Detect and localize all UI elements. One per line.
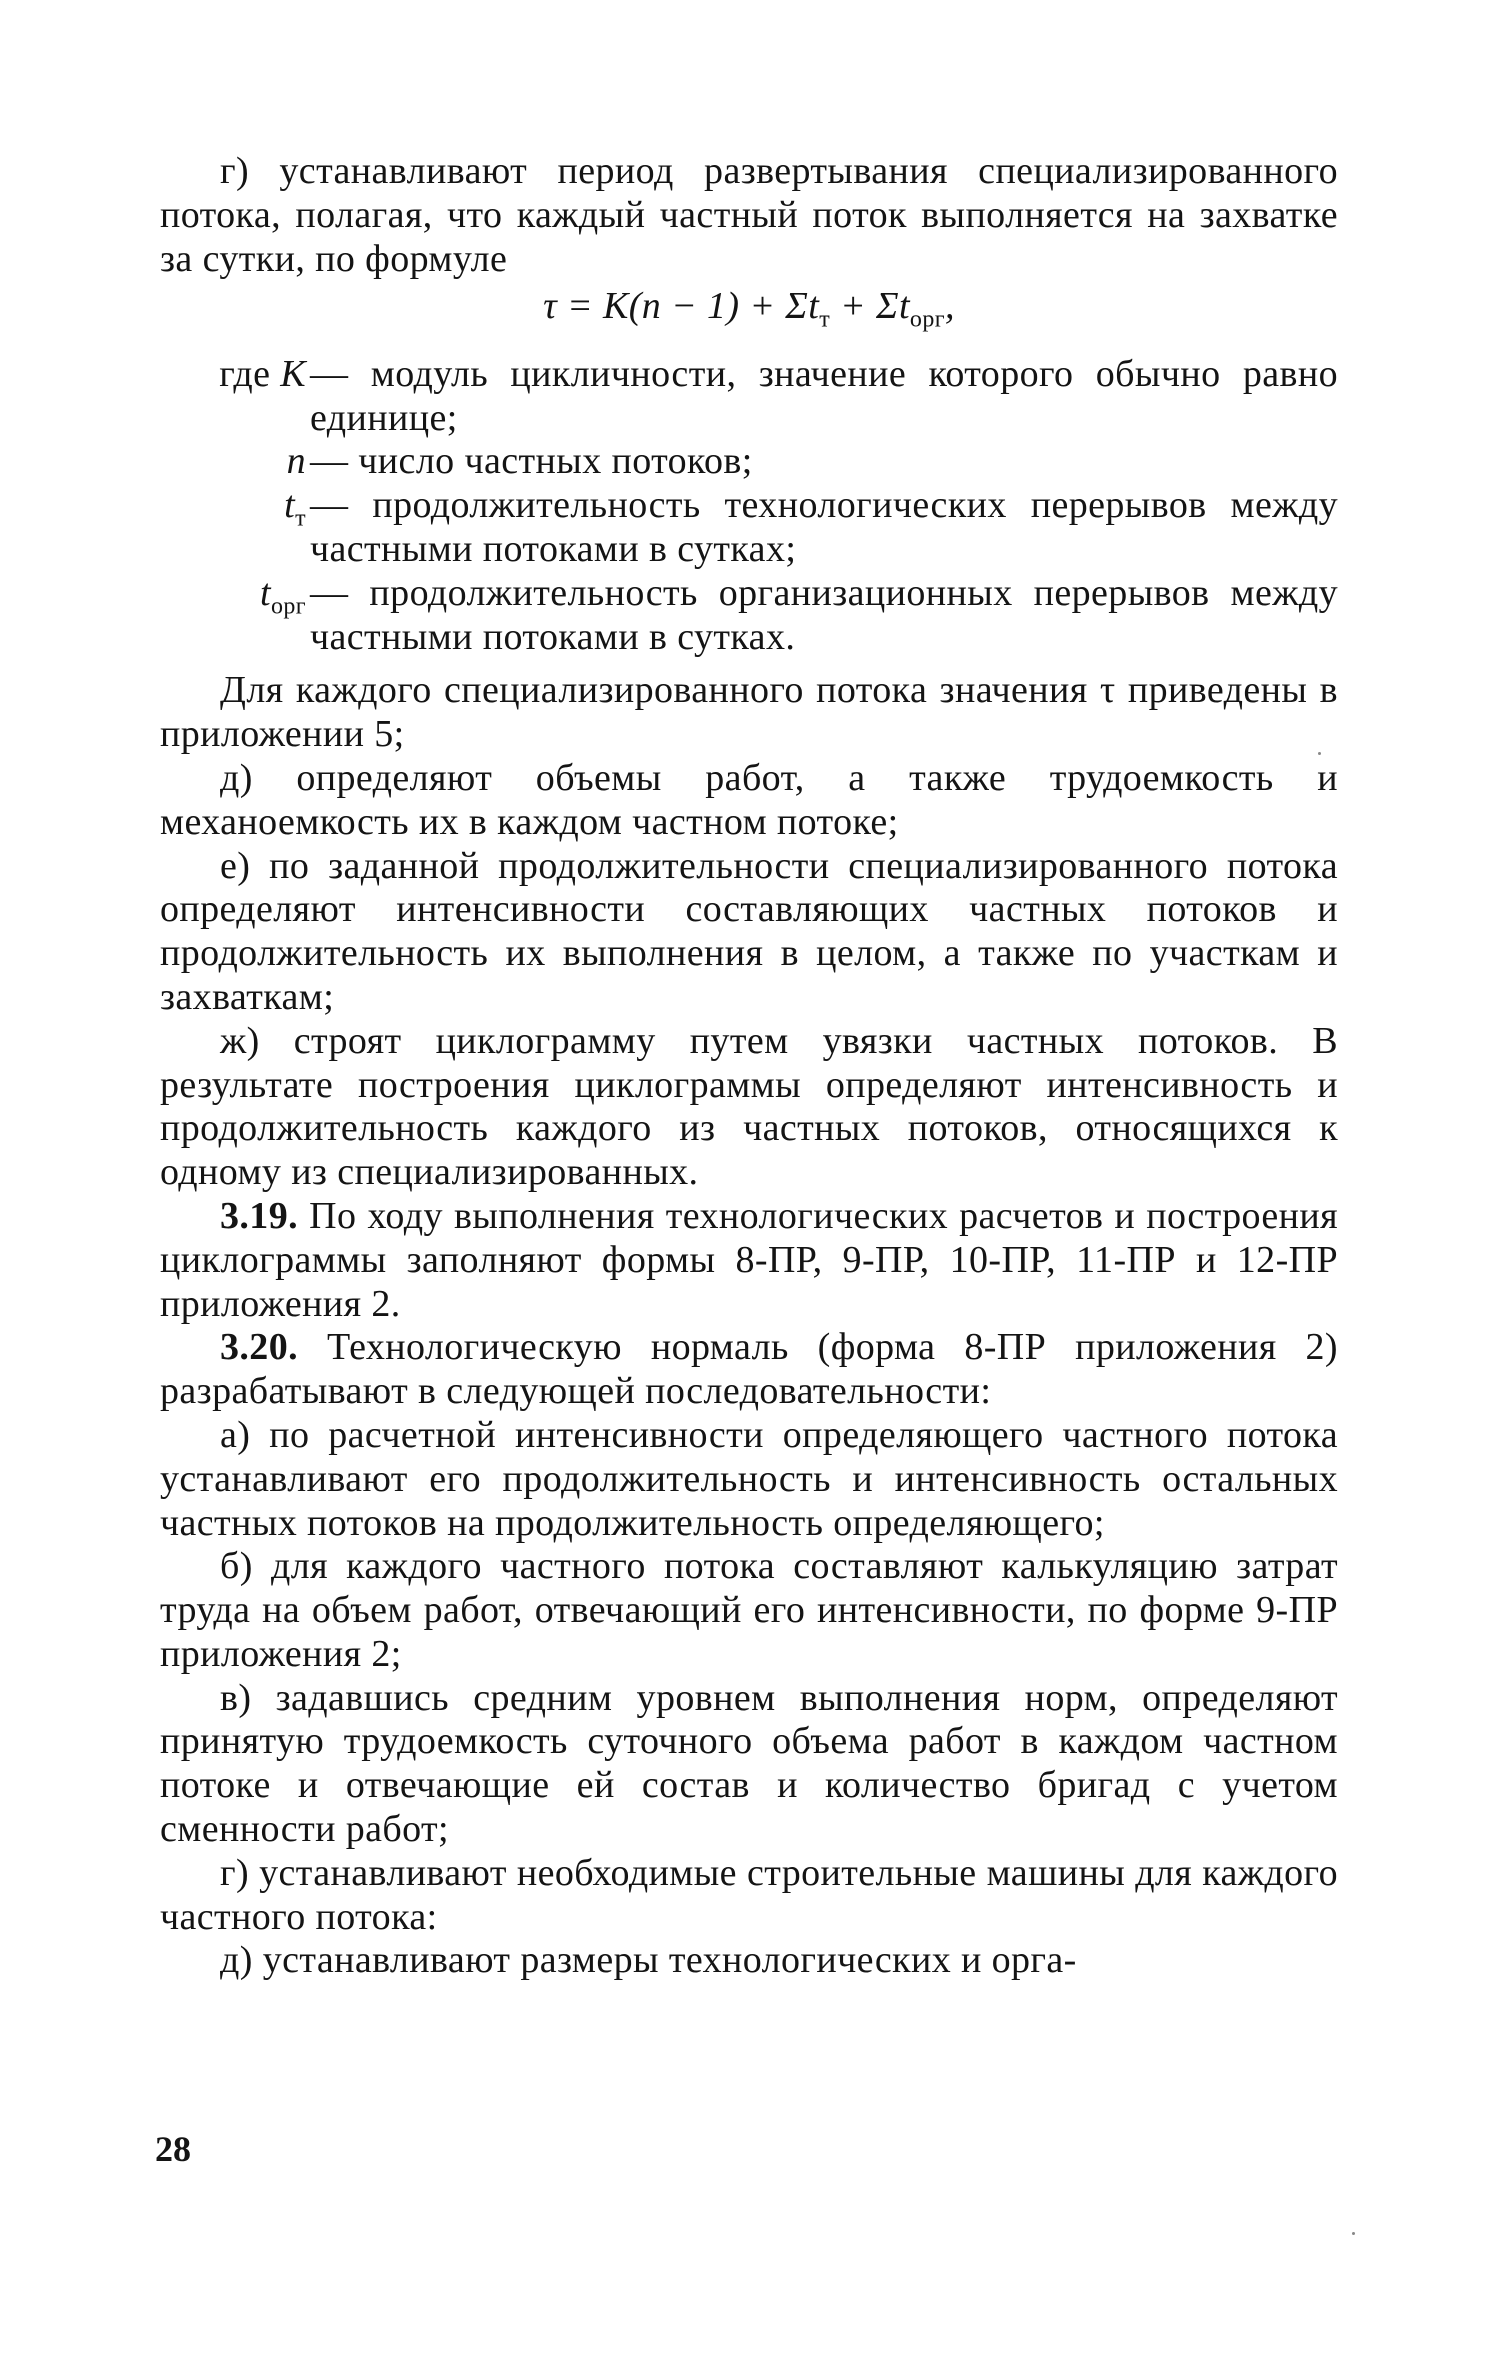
where-word: где	[219, 352, 271, 395]
scan-speck	[1352, 2232, 1355, 2235]
paragraph-v-norms: в) задавшись средним уровнем выполнения норм, определяют принятую трудоемкость суточного объема работ в каждом частном потоке и отвечающие ей состав и количество бригад с учетом сменности работ;	[160, 1676, 1338, 1851]
paragraph-b-calc: б) для каждого частного потока составляют калькуляцию затрат труда на объем работ, отвечающий его интенсивности, по форме 9-ПР приложения 2;	[160, 1545, 1338, 1675]
formula-tau	[160, 285, 1338, 342]
paragraph-zh-cyclogram: ж) строят циклограмму путем увязки частных потоков. В результате построения циклограммы определяют интенсивность и продолжительность каждого из частных потоков, относящихся к одному из специализированных.	[160, 1019, 1338, 1194]
def-term-k: K	[280, 352, 306, 395]
def-term-t-org-sub: орг	[270, 593, 306, 620]
scan-speck	[1318, 752, 1321, 755]
section-3-19-number: 3.19.	[220, 1194, 298, 1237]
def-term-t-sub: т	[295, 505, 306, 532]
section-3-20-text: Технологическую нормаль (форма 8-ПР приложения 2) разрабатывают в следующей последовательности:	[160, 1326, 1338, 1413]
section-3-19	[160, 1195, 1338, 1326]
formula-sub-t: т	[819, 306, 831, 333]
section-3-20	[160, 1326, 1338, 1414]
def-text-k: — модуль цикличности, значение которого обычно равно единице;	[310, 352, 1338, 439]
paragraph-g-period: г) устанавливают период развертывания специализированного потока, полагая, что каждый частный поток выполняется на захватке за сутки, по формуле	[160, 150, 1338, 280]
paragraph-d-sizes: д) устанавливают размеры технологических и орга-	[220, 1939, 1077, 1982]
def-text-n: — число частных потоков;	[310, 440, 753, 483]
section-3-20-number: 3.20.	[220, 1326, 298, 1369]
definition-t-tech	[160, 484, 1338, 572]
paragraph-a-calc: а) по расчетной интенсивности определяющего частного потока устанавливают его продолжительность и интенсивность остальных частных потоков на продолжительность определяющего;	[160, 1413, 1338, 1544]
section-3-19-text: По ходу выполнения технологических расчетов и построения циклограммы заполняют формы 8-ПР, 9-ПР, 10-ПР, 11-ПР и 12-ПР приложения 2.	[160, 1194, 1338, 1325]
formula-mid: + Σt	[830, 285, 910, 328]
body-text	[160, 150, 1338, 1983]
definition-n	[160, 440, 1338, 484]
def-term-t-org: t	[259, 571, 271, 614]
paragraph-d-volumes: д) определяют объемы работ, а также трудоемкость и механоемкость их в каждом частном потоке;	[160, 756, 1338, 843]
paragraph-g-machines: г) устанавливают необходимые строительные машины для каждого частного потока:	[160, 1851, 1338, 1938]
formula-main: τ = K(n − 1) + Σt	[543, 285, 820, 328]
page-number: 28	[155, 2129, 191, 2169]
formula-end: ,	[944, 285, 955, 328]
formula-sub-org: орг	[909, 306, 945, 333]
def-text-t-org: — продолжительность организационных перерывов между частными потоками в сутках.	[310, 571, 1338, 658]
paragraph-tau-values: Для каждого специализированного потока значения τ приведены в приложении 5;	[160, 669, 1338, 756]
definition-t-org	[160, 572, 1338, 660]
def-term-n: n	[286, 440, 306, 483]
def-text-t-tech: — продолжительность технологических перерывов между частными потоками в сутках;	[310, 484, 1338, 570]
definitions-list	[160, 353, 1338, 660]
def-term-t: t	[284, 484, 296, 527]
paragraph-e-intensity: е) по заданной продолжительности специализированного потока определяют интенсивности составляющих частных потоков и продолжительность их выполнения в целом, а также по участкам и захваткам;	[160, 844, 1338, 1018]
definition-k	[160, 353, 1338, 441]
